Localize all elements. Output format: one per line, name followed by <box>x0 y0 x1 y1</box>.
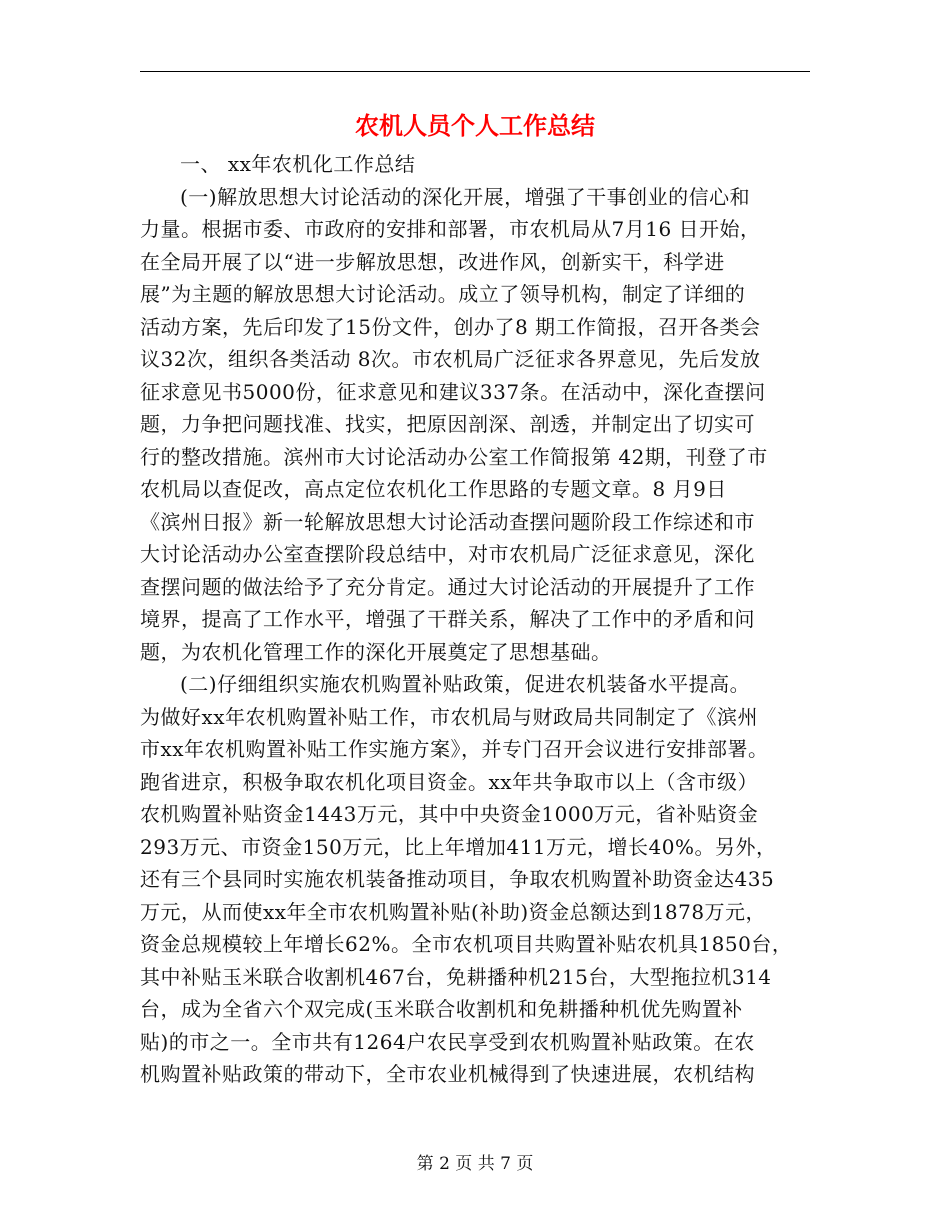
paragraph-line: 查摆问题的做法给予了充分肯定。通过大讨论活动的开展提升了工作 <box>140 574 755 599</box>
paragraph-line: 市xx年农机购置补贴工作实施方案》，并专门召开会议进行安排部署。 <box>140 737 769 761</box>
paragraph-line: 为做好xx年农机购置补贴工作，市农机局与财政局共同制定了《滨州 <box>140 704 759 729</box>
paragraph-line: 其中补贴玉米联合收割机467台，免耕播种机215台，大型拖拉机314 <box>140 964 772 989</box>
paragraph-line: 机购置补贴政策的带动下，全市农业机械得到了快速进展，农机结构 <box>140 1062 755 1086</box>
paragraph-line: 《滨州日报》新一轮解放思想大讨论活动查摆问题阶段工作综述和市 <box>140 509 755 534</box>
page-number-footer: 第 2 页 共 7 页 <box>416 1154 534 1174</box>
paragraph-line: 293万元、市资金150万元，比上年增加411万元，增长40%。另外， <box>140 834 777 859</box>
paragraph-line: 农机局以查促改，高点定位农机化工作思路的专题文章。8 月9日 <box>140 477 727 501</box>
paragraph-line: 展”为主题的解放思想大讨论活动。成立了领导机构，制定了详细的 <box>140 282 746 306</box>
paragraph-line: 资金总规模较上年增长62%。全市农机项目共购置补贴农机具1850台， <box>140 932 793 956</box>
document-body <box>140 148 802 1091</box>
paragraph-line: 题，力争把问题找准、找实，把原因剖深、剖透，并制定出了切实可 <box>140 412 755 436</box>
paragraph-line: 农机购置补贴资金1443万元，其中中央资金1000万元，省补贴资金 <box>140 802 759 826</box>
paragraph-line: 议32次，组织各类活动 8次。市农机局广泛征求各界意见，先后发放 <box>140 347 761 371</box>
paragraph-line: 跑省进京，积极争取农机化项目资金。xx年共争取市以上（含市级） <box>140 769 759 794</box>
paragraph-line: 台，成为全省六个双完成(玉米联合收割机和免耕播种机优先购置补 <box>140 997 743 1021</box>
paragraph-line: (一)解放思想大讨论活动的深化开展，增强了干事创业的信心和 <box>180 184 751 209</box>
section-heading: 一、 xx年农机化工作总结 <box>180 152 416 176</box>
paragraph-line: 境界，提高了工作水平，增强了干群关系，解决了工作中的矛盾和问 <box>140 607 755 631</box>
paragraph-line: 力量。根据市委、市政府的安排和部署，市农机局从7月16 日开始， <box>140 217 761 241</box>
paragraph-line: 题，为农机化管理工作的深化开展奠定了思想基础。 <box>140 639 612 664</box>
document-title: 农机人员个人工作总结 <box>355 112 595 140</box>
paragraph-line: (二)仔细组织实施农机购置补贴政策，促进农机装备水平提高。 <box>180 672 751 696</box>
header-rule <box>140 71 810 72</box>
paragraph-line: 还有三个县同时实施农机装备推动项目，争取农机购置补助资金达435 <box>140 867 775 891</box>
paragraph-line: 大讨论活动办公室查摆阶段总结中，对市农机局广泛征求意见，深化 <box>140 542 755 566</box>
paragraph-line: 在全局开展了以“进一步解放思想，改进作风，创新实干，科学进 <box>140 249 725 274</box>
paragraph-line: 活动方案，先后印发了15份文件，创办了8 期工作简报，召开各类会 <box>140 314 761 339</box>
paragraph-line: 贴)的市之一。全市共有1264户农民享受到农机购置补贴政策。在农 <box>140 1029 755 1054</box>
paragraph-line: 征求意见书5000份，征求意见和建议337条。在活动中，深化查摆问 <box>140 379 766 404</box>
paragraph-line: 万元，从而使xx年全市农机购置补贴(补助)资金总额达到1878万元， <box>140 899 767 924</box>
paragraph-line: 行的整改措施。滨州市大讨论活动办公室工作简报第 42期，刊登了市 <box>140 444 768 469</box>
